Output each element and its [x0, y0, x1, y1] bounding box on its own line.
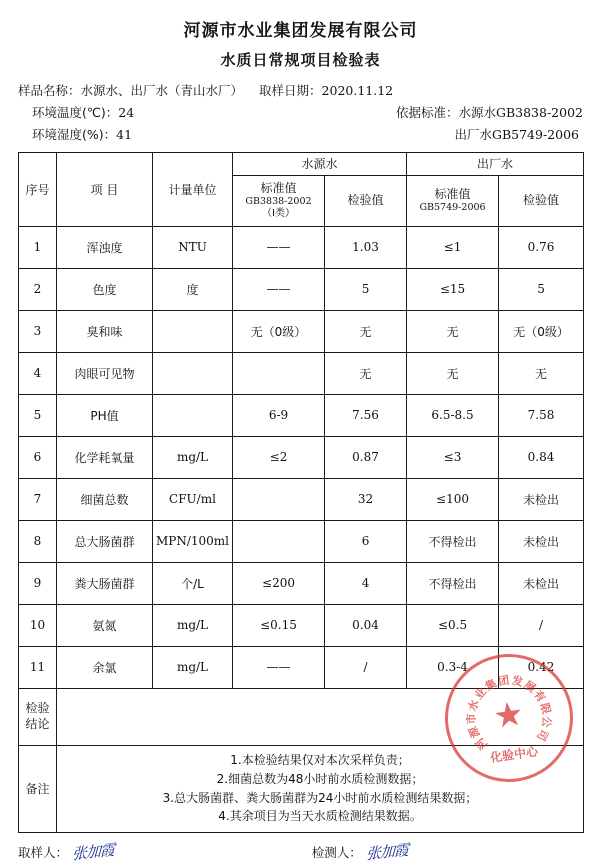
- sample-date-label: 取样日期：: [259, 83, 322, 98]
- table-row: [19, 310, 584, 352]
- cell-unit: [153, 310, 233, 352]
- cell-val-source: 无: [325, 310, 407, 352]
- inspector-label: 检测人：: [311, 844, 362, 860]
- cell-std-plant: 不得检出: [407, 562, 499, 604]
- cell-item: PH值: [57, 394, 153, 436]
- cell-val-plant: 0.84: [499, 436, 584, 478]
- col-header-item: 项 目: [57, 152, 153, 226]
- std-plant-title: 标准值: [434, 187, 471, 202]
- cell-val-plant: 未检出: [499, 478, 584, 520]
- cell-std-source: ≤2: [233, 436, 325, 478]
- cell-std-source: ≤0.15: [233, 604, 325, 646]
- cell-std-plant: ≤100: [407, 478, 499, 520]
- standard-value-plant: 出厂水GB5749-2006: [454, 126, 579, 142]
- std-plant-code: GB5749-2006: [419, 202, 486, 214]
- meta-row-temperature: [18, 102, 583, 124]
- note-line: 1.本检验结果仅对本次采样负责；: [230, 753, 410, 768]
- cell-std-plant: ≤0.5: [407, 604, 499, 646]
- cell-std-source: ≤200: [233, 562, 325, 604]
- col-header-std-source: [233, 175, 325, 226]
- notes-body: [57, 745, 584, 832]
- table-row: [19, 268, 584, 310]
- cell-val-plant: 未检出: [499, 562, 584, 604]
- cell-val-plant: 无（0级）: [499, 310, 584, 352]
- cell-std-plant: ≤1: [407, 226, 499, 268]
- document-title: 水质日常规项目检验表: [220, 51, 381, 69]
- conclusion-value: [57, 688, 584, 745]
- cell-std-source: 无（0级）: [233, 310, 325, 352]
- table-row: [19, 226, 584, 268]
- cell-item: 臭和味: [57, 310, 153, 352]
- notes-label: 备注: [19, 745, 57, 832]
- table-row: [19, 352, 584, 394]
- sampler-block: [18, 841, 312, 862]
- cell-val-plant: 0.76: [499, 226, 584, 268]
- cell-val-plant: 7.58: [499, 394, 584, 436]
- cell-std-plant: 不得检出: [407, 520, 499, 562]
- table-group-header-row: [19, 152, 584, 175]
- cell-std-source: 6-9: [233, 394, 325, 436]
- cell-val-source: 0.87: [325, 436, 407, 478]
- table-row: [19, 646, 584, 688]
- cell-index: 11: [19, 646, 57, 688]
- table-row: [19, 520, 584, 562]
- sample-name-value: 水源水、出厂水（青山水厂）: [80, 83, 244, 98]
- cell-unit: mg/L: [153, 436, 233, 478]
- group-header-plant-water: 出厂水: [407, 152, 584, 175]
- cell-val-source: 7.56: [325, 394, 407, 436]
- conclusion-row: [19, 688, 584, 745]
- cell-index: 6: [19, 436, 57, 478]
- cell-index: 5: [19, 394, 57, 436]
- cell-item: 总大肠菌群: [57, 520, 153, 562]
- cell-val-source: 4: [325, 562, 407, 604]
- inspector-signature: 张加霞: [365, 840, 408, 863]
- company-title: 河源市水业集团发展有限公司: [183, 21, 418, 41]
- cell-val-source: 无: [325, 352, 407, 394]
- col-header-val-source: 检验值: [325, 175, 407, 226]
- cell-val-plant: 无: [499, 352, 584, 394]
- cell-unit: MPN/100ml: [153, 520, 233, 562]
- std-source-title: 标准值: [260, 180, 297, 195]
- seal-ring-text: 河 源 市 水 业 集 团 发 展 有 限 公 司: [464, 673, 554, 753]
- cell-index: 2: [19, 268, 57, 310]
- note-line: 2.细菌总数为48小时前水质检测数据；: [216, 772, 424, 787]
- table-row: [19, 604, 584, 646]
- cell-val-source: 5: [325, 268, 407, 310]
- results-table: [18, 152, 584, 833]
- cell-std-source: ——: [233, 268, 325, 310]
- cell-std-source: ——: [233, 226, 325, 268]
- cell-std-source: [233, 478, 325, 520]
- cell-val-source: 1.03: [325, 226, 407, 268]
- signature-footer: [18, 841, 583, 862]
- col-header-index: 序号: [19, 152, 57, 226]
- cell-val-source: 0.04: [325, 604, 407, 646]
- humidity-value: 41: [116, 126, 133, 142]
- cell-index: 1: [19, 226, 57, 268]
- col-header-std-plant: [407, 175, 499, 226]
- cell-val-plant: 未检出: [499, 520, 584, 562]
- cell-std-plant: 无: [407, 310, 499, 352]
- sample-date-value: 2020.11.12: [321, 83, 394, 98]
- conclusion-label-line1: 检验: [25, 701, 50, 716]
- cell-unit: [153, 394, 233, 436]
- meta-row-sample: [18, 80, 583, 102]
- cell-std-plant: ≤15: [407, 268, 499, 310]
- cell-unit: mg/L: [153, 646, 233, 688]
- cell-item: 浑浊度: [57, 226, 153, 268]
- sampler-signature: 张加霞: [71, 840, 115, 863]
- note-line: 3.总大肠菌群、粪大肠菌群为24小时前水质检测结果数据；: [162, 790, 478, 805]
- meta-block: [18, 80, 583, 146]
- cell-std-source: [233, 520, 325, 562]
- temperature-value: 24: [118, 104, 135, 120]
- seal-center-text: 化验中心: [489, 744, 539, 765]
- notes-row: [19, 745, 584, 832]
- seal-star-icon: ★: [490, 693, 527, 738]
- cell-unit: mg/L: [153, 604, 233, 646]
- cell-unit: 个/L: [153, 562, 233, 604]
- cell-index: 7: [19, 478, 57, 520]
- cell-std-plant: ≤3: [407, 436, 499, 478]
- note-line: 4.其余项目为当天水质检测结果数据。: [218, 809, 422, 824]
- cell-std-source: ——: [233, 646, 325, 688]
- cell-index: 4: [19, 352, 57, 394]
- col-header-val-plant: 检验值: [499, 175, 584, 226]
- cell-index: 10: [19, 604, 57, 646]
- cell-item: 色度: [57, 268, 153, 310]
- conclusion-label: [19, 688, 57, 745]
- cell-item: 肉眼可见物: [57, 352, 153, 394]
- sample-name-label: 样品名称：: [18, 83, 81, 98]
- standard-value-source: 水源水GB3838-2002: [458, 104, 583, 120]
- conclusion-label-line2: 结论: [25, 716, 50, 731]
- cell-index: 9: [19, 562, 57, 604]
- cell-std-plant: 6.5-8.5: [407, 394, 499, 436]
- cell-std-plant: 0.3-4: [407, 646, 499, 688]
- standard-label: 依据标准：: [395, 104, 459, 120]
- cell-val-source: 32: [325, 478, 407, 520]
- cell-unit: [153, 352, 233, 394]
- sampler-label: 取样人：: [18, 844, 69, 860]
- humidity-label: 环境湿度(%)：: [32, 126, 117, 142]
- std-source-code: GB3838-2002: [245, 195, 312, 207]
- cell-item: 氨氮: [57, 604, 153, 646]
- cell-index: 3: [19, 310, 57, 352]
- cell-unit: CFU/ml: [153, 478, 233, 520]
- cell-item: 粪大肠菌群: [57, 562, 153, 604]
- cell-val-source: 6: [325, 520, 407, 562]
- meta-row-humidity: [18, 124, 583, 146]
- cell-val-plant: 5: [499, 268, 584, 310]
- table-row: [19, 478, 584, 520]
- cell-unit: 度: [153, 268, 233, 310]
- cell-std-source: [233, 352, 325, 394]
- table-row: [19, 436, 584, 478]
- cell-val-plant: 0.42: [499, 646, 584, 688]
- cell-unit: NTU: [153, 226, 233, 268]
- cell-std-plant: 无: [407, 352, 499, 394]
- temperature-label: 环境温度(℃)：: [32, 104, 119, 120]
- col-header-unit: 计量单位: [153, 152, 233, 226]
- std-source-class: （Ⅰ类）: [262, 207, 295, 219]
- cell-val-source: /: [325, 646, 407, 688]
- cell-item: 细菌总数: [57, 478, 153, 520]
- cell-item: 余氯: [57, 646, 153, 688]
- table-row: [19, 394, 584, 436]
- group-header-source-water: 水源水: [233, 152, 407, 175]
- cell-val-plant: /: [499, 604, 584, 646]
- cell-index: 8: [19, 520, 57, 562]
- table-row: [19, 562, 584, 604]
- cell-item: 化学耗氧量: [57, 436, 153, 478]
- inspector-block: [312, 841, 583, 862]
